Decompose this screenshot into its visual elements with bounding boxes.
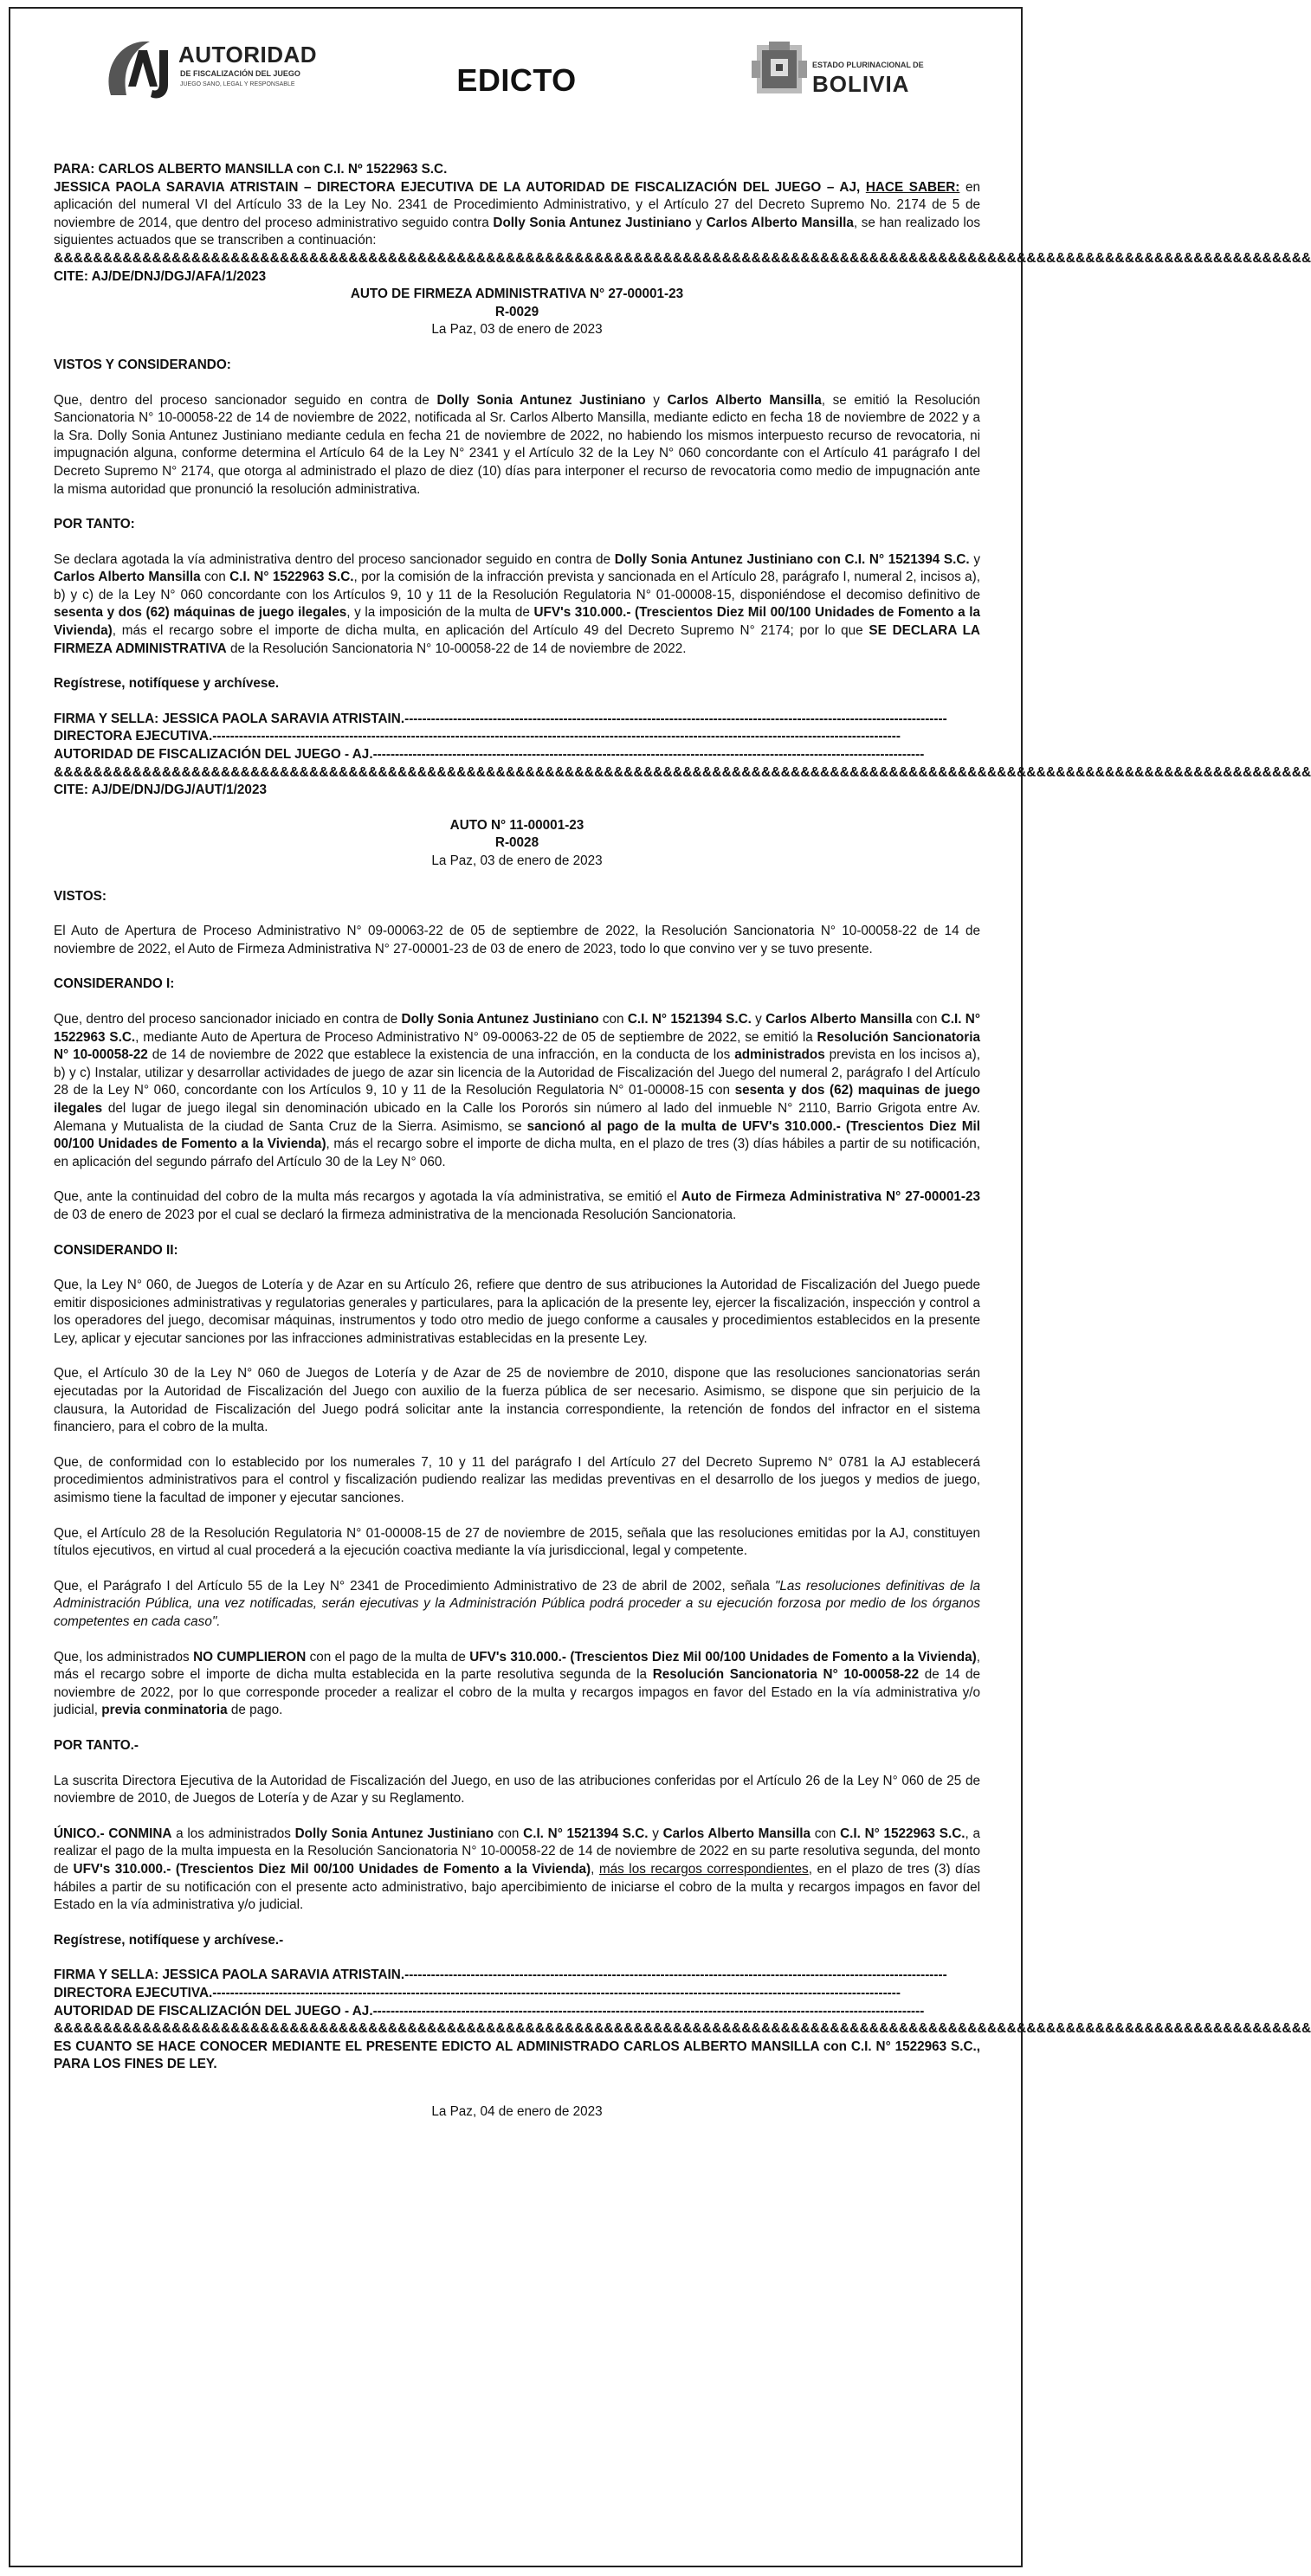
auto2-considerando1-heading: CONSIDERANDO I: bbox=[54, 976, 175, 992]
closing-date: La Paz, 04 de enero de 2023 bbox=[431, 2103, 603, 2119]
auto1-portanto-paragraph: Se declara agotada la vía administrativa dentro del proceso sancionador seguido en contra de Dolly Sonia Antunez Justiniano con C.I. N° 1521394 S.C. y Carlos Alberto Mansilla con C.I. N° 1522963 S.C., por la comisión de la infracción prevista y sancionada en el Artículo 28, parágrafo I, numeral 2, incisos a), b) y c) de la Ley N° 060 concordante con los Artículos 9, 10 y 11 de la Resolución Regulatoria N° 01-00008-15, disponiéndose el decomiso definitivo de sesenta y dos (62) máquinas de juego ilegales, y la imposición de la multa de UFV's 310.000.- (Trescientos Diez Mil 00/100 Unidades de Fomento a la Vivienda), más el recargo sobre el importe de dicha multa, en aplicación del Artículo 49 del Decreto Supremo N° 2174; por lo que SE DECLARA LA FIRMEZA ADMINISTRATIVA de la Resolución Sancionatoria N° 10-00058-22 de 14 de noviembre de 2022. bbox=[54, 551, 980, 656]
aj-logo-subtitle: DE FISCALIZACIÓN DEL JUEGO bbox=[180, 69, 300, 78]
intro-paragraph: JESSICA PAOLA SARAVIA ATRISTAIN – DIRECTORA EJECUTIVA DE LA AUTORIDAD DE FISCALIZACIÓN DEL JUEGO – AJ, HACE SABER: en aplicación del numeral VI del Artículo 33 de la Ley No. 2341 de Procedimiento Administrativo, y el Artículo 27 del Decreto Supremo No. 2174 de 5 de noviembre de 2014, que dentro del proceso administrativo seguido contra Dolly Sonia Antunez Justiniano y Carlos Alberto Mansilla, se han realizado los siguientes actuados que se transcriben a continuación: bbox=[54, 179, 980, 248]
auto2-considerando1-paragraph-2: Que, ante la continuidad del cobro de la multa más recargos y agotada la vía administrativa, se emitió el Auto de Firmeza Administrativa N° 27-00001-23 de 03 de enero de 2023 por el cual se declaró la firmeza administrativa de la mencionada Resolución Sancionatoria. bbox=[54, 1189, 980, 1222]
auto1-cite: CITE: AJ/DE/DNJ/DGJ/AFA/1/2023 bbox=[54, 268, 267, 284]
auto1-date: La Paz, 03 de enero de 2023 bbox=[431, 322, 603, 338]
recipient-line: PARA: CARLOS ALBERTO MANSILLA con C.I. Nº 1522963 S.C. bbox=[54, 162, 448, 177]
auto1-vistos-heading: VISTOS Y CONSIDERANDO: bbox=[54, 357, 231, 372]
auto2-considerando2-p1: Que, la Ley N° 060, de Juegos de Lotería y de Azar en su Artículo 26, refiere que dentro de sus atribuciones la Autoridad de Fiscalización del Juego puede emitir disposiciones administrativas y regulatorias generales y particulares, para la aplicación de la presente ley, ejercer la fiscalización, inspección y control a los operadores del juego, decomisar máquinas, instrumentos y todo otro medio de juego conforme a causales y procedimientos establecidos en la presente Ley, aplicar y ejecutar sanciones por las infracciones administrativas establecidas en la presente Ley. bbox=[54, 1278, 980, 1346]
aj-logo-title: AUTORIDAD bbox=[178, 42, 318, 68]
auto2-title: AUTO N° 11-00001-23 bbox=[449, 817, 584, 833]
auto1-ref: R-0029 bbox=[494, 304, 539, 319]
auto2-vistos-paragraph: El Auto de Apertura de Proceso Administrativo N° 09-00063-22 de 05 de septiembre de 2022, la Resolución Sancionatoria N° 10-00058-22 de 14 de noviembre de 2022, el Auto de Firmeza Administrativa N° 27-00001-23 de 03 de enero de 2023, todo lo que convino ver y se tuvo presente. bbox=[54, 924, 980, 956]
auto2-date: La Paz, 03 de enero de 2023 bbox=[431, 853, 603, 868]
auto1-portanto-heading: POR TANTO: bbox=[54, 517, 135, 532]
separator-line: &&&&&&&&&&&&&&&&&&&&&&&&&&&&&&&&&&&&&&&&&&&&&&&&&&&&&&&&&&&&&&&&&&&&&&&&&&&&&&&&&&&&&&&&&&&&&&&&&&&&&&&&&&&&&&&&&&&&&&&&&&&&&&&& bbox=[54, 250, 1311, 266]
auto1-firma-line: FIRMA Y SELLA: JESSICA PAOLA SARAVIA ATRISTAIN.--------------------------------------------------------------------------------------------------------------------------- bbox=[54, 711, 947, 726]
auto2-firma-line: FIRMA Y SELLA: JESSICA PAOLA SARAVIA ATRISTAIN.--------------------------------------------------------------------------------------------------------------------------- bbox=[54, 1967, 947, 1983]
header bbox=[0, 0, 1033, 147]
separator-line: &&&&&&&&&&&&&&&&&&&&&&&&&&&&&&&&&&&&&&&&&&&&&&&&&&&&&&&&&&&&&&&&&&&&&&&&&&&&&&&&&&&&&&&&&&&&&&&&&&&&&&&&&&&&&&&&&&&&&&&&&&&&&&&& bbox=[54, 764, 1311, 780]
page-title: EDICTO bbox=[456, 62, 577, 98]
auto2-considerando2-p5: Que, el Parágrafo I del Artículo 55 de la Ley N° 2341 de Procedimiento Administrativo de 23 de abril de 2002, señala "Las resoluciones definitivas de la Administración Pública, una vez notificadas, serán ejecutivas y la Administración Pública podrá proceder a su ejecución forzosa por medio de los órganos competentes en cada caso". bbox=[54, 1578, 980, 1629]
auto2-directora-line: DIRECTORA EJECUTIVA.------------------------------------------------------------------------------------------------------------------------------------------------------------ bbox=[54, 1985, 901, 2000]
edict-body bbox=[54, 161, 1311, 2121]
auto2-considerando2-p6: Que, los administrados NO CUMPLIERON con el pago de la multa de UFV's 310.000.- (Trescientos Diez Mil 00/100 Unidades de Fomento a la Vivienda), más el recargo sobre el importe de dicha multa establecida en la parte resolutiva segunda de la Resolución Sancionatoria N° 10-00058-22 de 14 de noviembre de 2022, por lo que corresponde proceder a realizar el cobro de la multa y recargos impagos en favor del Estado en la vía administrativa y/o judicial, previa conminatoria de pago. bbox=[54, 1649, 980, 1718]
auto2-portanto-paragraph: La suscrita Directora Ejecutiva de la Autoridad de Fiscalización del Juego, en uso de las atribuciones conferidas por el Artículo 26 de la Ley N° 060 de 25 de noviembre de 2010, de Juegos de Lotería y de Azar y su Reglamento. bbox=[54, 1773, 980, 1806]
auto2-unico-paragraph: ÚNICO.- CONMINA a los administrados Dolly Sonia Antunez Justiniano con C.I. N° 1521394 S.C. y Carlos Alberto Mansilla con C.I. N° 1522963 S.C., a realizar el pago de la multa impuesta en la Resolución Sancionatoria N° 10-00058-22 de 14 de noviembre de 2022 en su parte resolutiva segunda, del monto de UFV's 310.000.- (Trescientos Diez Mil 00/100 Unidades de Fomento a la Vivienda), más los recargos correspondientes, en el plazo de tres (3) días hábiles a partir de su notificación con el presente acto administrativo, bajo apercibimiento de iniciarse el cobro de la multa y recargos impagos en favor del Estado en la vía administrativa y/o judicial. bbox=[54, 1826, 980, 1913]
aj-logo-slogan: JUEGO SANO, LEGAL Y RESPONSABLE bbox=[180, 81, 295, 87]
auto1-autoridad-line: AUTORIDAD DE FISCALIZACIÓN DEL JUEGO - AJ.----------------------------------------------------------------------------------------------------------------------------- bbox=[54, 747, 925, 763]
auto1-vistos-paragraph: Que, dentro del proceso sancionador seguido en contra de Dolly Sonia Antunez Justiniano y Carlos Alberto Mansilla, se emitió la Resolución Sancionatoria N° 10-00058-22 de 14 de noviembre de 2022, notificada al Sr. Carlos Alberto Mansilla, mediante edicto en fecha 18 de noviembre de 2022 y a la Sra. Dolly Sonia Antunez Justiniano mediante cedula en fecha 21 de noviembre de 2022, no habiendo los mismos interpuesto recurso de revocatoria, ni impugnación alguna, conforme determina el Artículo 64 de la Ley N° 2341 y el Artículo 32 de la Ley N° 060 concordante con el Artículo 41 parágrafo I del Decreto Supremo N° 2174, que otorga al administrado el plazo de diez (10) días para interponer el recurso de revocatoria como medio de impugnación ante la misma autoridad que pronunció la resolución administrativa. bbox=[54, 392, 980, 497]
auto1-directora-line: DIRECTORA EJECUTIVA.------------------------------------------------------------------------------------------------------------------------------------------------------------ bbox=[54, 729, 901, 744]
auto2-ref: R-0028 bbox=[494, 835, 539, 851]
auto2-considerando1-paragraph: Que, dentro del proceso sancionador iniciado en contra de Dolly Sonia Antunez Justiniano con C.I. N° 1521394 S.C. y Carlos Alberto Mansilla con C.I. N° 1522963 S.C., mediante Auto de Apertura de Proceso Administrativo N° 09-00063-22 de 05 de septiembre de 2022, se emitió la Resolución Sancionatoria N° 10-00058-22 de 14 de noviembre de 2022 que establece la existencia de una infracción, en la conducta de los administrados prevista en los incisos a), b) y c) Instalar, utilizar y desarrollar actividades de juego de azar sin licencia de la Autoridad de Fiscalización del Juego del numeral 2, parágrafo I del Artículo 28 de la Ley N° 060, concordante con los Artículos 9, 10 y 11 de la Resolución Regulatoria N° 01-00008-15 con sesenta y dos (62) maquinas de juego ilegales del lugar de juego ilegal sin denominación ubicado en la Calle los Pororós sin número al lado del inmueble N° 2110, Barrio Grigota entre Av. Alemana y Mutualista de la ciudad de Santa Cruz de la Sierra. Asimismo, se sancionó al pago de la multa de UFV's 310.000.- (Trescientos Diez Mil 00/100 Unidades de Fomento a la Vivienda), más el recargo sobre el importe de dicha multa, en el plazo de tres (3) días hábiles a partir de su notificación, en aplicación del segundo párrafo del Artículo 30 de la Ley N° 060. bbox=[54, 1011, 980, 1169]
auto2-portanto-heading: POR TANTO.- bbox=[54, 1737, 139, 1753]
auto2-considerando2-p4: Que, el Artículo 28 de la Resolución Regulatoria N° 01-00008-15 de 27 de noviembre de 2015, señala que las resoluciones emitidas por la AJ, constituyen títulos ejecutivos, en virtud al cual procederá a la ejecución coactiva mediante la vía jurisdiccional, legal y competente. bbox=[54, 1525, 980, 1559]
separator-line: &&&&&&&&&&&&&&&&&&&&&&&&&&&&&&&&&&&&&&&&&&&&&&&&&&&&&&&&&&&&&&&&&&&&&&&&&&&&&&&&&&&&&&&&&&&&&&&&&&&&&&&&&&&&&&&&&&&&&&&&&&&&&&&& bbox=[54, 2021, 1311, 2037]
auto2-considerando2-heading: CONSIDERANDO II: bbox=[54, 1242, 178, 1258]
auto2-autoridad-line: AUTORIDAD DE FISCALIZACIÓN DEL JUEGO - AJ.----------------------------------------------------------------------------------------------------------------------------- bbox=[54, 2003, 925, 2019]
auto2-vistos-heading: VISTOS: bbox=[54, 888, 107, 904]
auto2-cite: CITE: AJ/DE/DNJ/DGJ/AUT/1/2023 bbox=[54, 782, 267, 798]
auto1-title: AUTO DE FIRMEZA ADMINISTRATIVA N° 27-00001-23 bbox=[350, 287, 684, 302]
auto2-registrese: Regístrese, notifíquese y archívese.- bbox=[54, 1932, 284, 1948]
auto2-considerando2-p2: Que, el Artículo 30 de la Ley N° 060 de Juegos de Lotería y de Azar de 25 de noviembre de 2010, dispone que las resoluciones sancionatorias serán ejecutadas por la Autoridad de Fiscalización del Juego con auxilio de la fuerza pública de ser necesario. Asimismo, se dispone que sin perjuicio de la clausura, la Autoridad de Fiscalización del Juego podrá solicitar ante la instancia correspondiente, la retención de fondos del infractor en el sistema financiero, para el cobro de la multa. bbox=[54, 1366, 980, 1435]
closing-statement: ES CUANTO SE HACE CONOCER MEDIANTE EL PRESENTE EDICTO AL ADMINISTRADO CARLOS ALBERTO MANSILLA con C.I. N° 1522963 S.C., PARA LOS FINES DE LEY. bbox=[54, 2038, 980, 2072]
bolivia-logo-small: ESTADO PLURINACIONAL DE bbox=[812, 61, 924, 69]
auto1-registrese: Regístrese, notifíquese y archívese. bbox=[54, 676, 280, 692]
bolivia-logo-big: BOLIVIA bbox=[812, 71, 910, 97]
bolivia-seal-icon bbox=[752, 38, 807, 99]
auto2-considerando2-p3: Que, de conformidad con lo establecido por los numerales 7, 10 y 11 del parágrafo I del Artículo 27 del Decreto Supremo N° 0781 la AJ establecerá procedimientos administrativos para el control y fiscalización pudiendo realizar las medidas preventivas en el desarrollo de los juegos y medios de juego, asimismo tiene la facultad de imponer y ejecutar sanciones. bbox=[54, 1454, 980, 1506]
bolivia-logo bbox=[752, 35, 959, 104]
